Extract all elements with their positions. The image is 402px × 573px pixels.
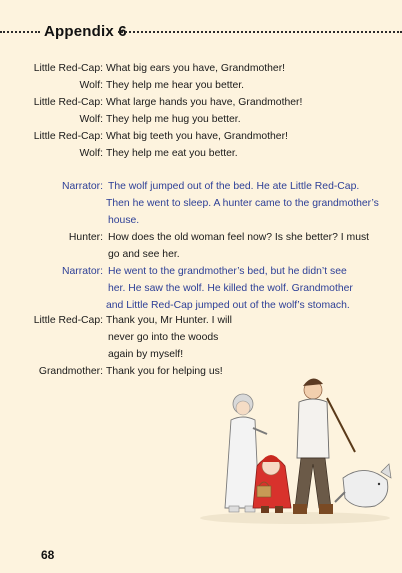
speaker-label: Little Red-Cap: bbox=[33, 315, 103, 326]
line-text: again by myself! bbox=[108, 349, 184, 360]
line-text: her. He saw the wolf. He killed the wolf. Grandmother bbox=[108, 283, 353, 294]
speaker-label: Wolf: bbox=[79, 148, 103, 159]
line-text: house. bbox=[108, 215, 140, 226]
line-text: They help me eat you better. bbox=[106, 148, 238, 159]
speaker-label: Narrator: bbox=[62, 181, 103, 192]
line-text: What big ears you have, Grandmother! bbox=[106, 63, 286, 74]
line-text: What big teeth you have, Grandmother! bbox=[106, 131, 288, 142]
speaker-label: Hunter: bbox=[68, 232, 103, 243]
line-text: Thank you, Mr Hunter. I will bbox=[106, 315, 232, 326]
line-text: What large hands you have, Grandmother! bbox=[106, 97, 303, 108]
header-dots-right bbox=[118, 31, 402, 33]
header-dots-left bbox=[0, 31, 40, 33]
speaker-label: Little Red-Cap: bbox=[33, 131, 103, 142]
line-text: The wolf jumped out of the bed. He ate Little Red-Cap. bbox=[108, 181, 360, 192]
hunter-grandmother-red-cap-wolf-illustration bbox=[195, 368, 395, 528]
speaker-label: Narrator: bbox=[62, 266, 103, 277]
speaker-label: Wolf: bbox=[79, 80, 103, 91]
wolf-figure bbox=[335, 464, 391, 507]
red-cap-figure bbox=[253, 455, 291, 513]
speaker-label: Little Red-Cap: bbox=[33, 63, 103, 74]
line-text: and Little Red-Cap jumped out of the wolf’s stomach. bbox=[106, 300, 350, 311]
line-text: They help me hug you better. bbox=[106, 114, 241, 125]
speaker-label: Little Red-Cap: bbox=[33, 97, 103, 108]
page-number: 68 bbox=[41, 548, 55, 562]
line-text: He went to the grandmother’s bed, but he didn’t see bbox=[108, 266, 347, 277]
line-text: Then he went to sleep. A hunter came to the grandmother’s bbox=[106, 198, 379, 209]
speaker-label: Grandmother: bbox=[38, 366, 103, 377]
line-text: How does the old woman feel now? Is she better? I must bbox=[108, 232, 370, 243]
page-title: Appendix 6 bbox=[44, 23, 127, 40]
line-text: They help me hear you better. bbox=[106, 80, 245, 91]
line-text: Thank you for helping us! bbox=[106, 366, 223, 377]
line-text: never go into the woods bbox=[108, 332, 219, 343]
line-text: go and see her. bbox=[108, 249, 180, 260]
speaker-label: Wolf: bbox=[79, 114, 103, 125]
